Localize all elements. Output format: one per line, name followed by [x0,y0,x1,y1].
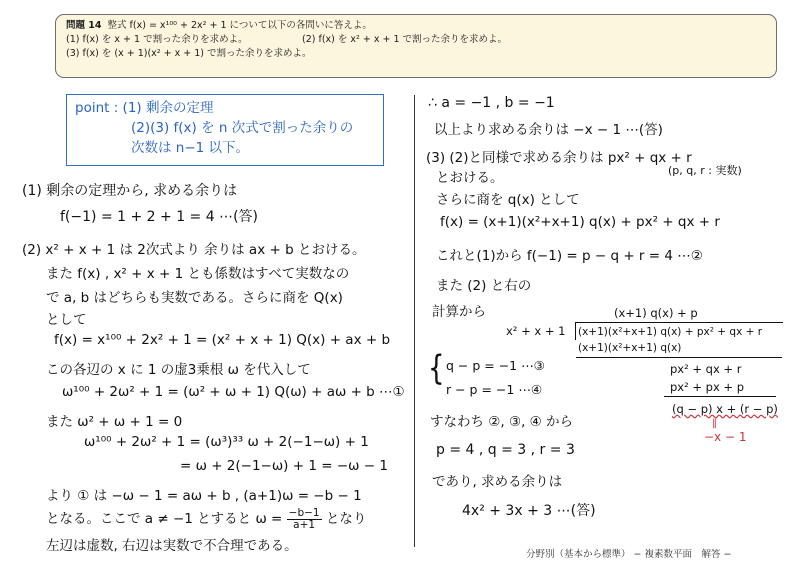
sol2-line2: また f(x) , x² + x + 1 とも係数はすべて実数なの [46,266,350,282]
red-remainder: −x − 1 [704,430,747,444]
point-line-3: 次数は n−1 以下。 [131,140,250,156]
omega-calc-1: ω¹⁰⁰ + 2ω² + 1 = (ω³)³³ ω + 2(−1−ω) + 1 [84,434,369,450]
problem-statement: 整式 f(x) = x¹⁰⁰ + 2x² + 1 について以下の各問いに答えよ。 [107,20,372,31]
sol3-line1: (3) (2)と同様で求める余りは px² + qx + r [426,150,692,166]
equation-fx-3: f(x) = (x+1)(x²+x+1) q(x) + px² + qx + r [440,214,720,230]
page-footer: 分野別（基本から標準） − 複素数平面 解答 − [526,549,732,560]
fraction-numerator: −b−1 [288,506,320,519]
question-2: (2) f(x) を x² + x + 1 で割った余りを求めよ。 [302,34,508,45]
sol1-line2: f(−1) = 1 + 2 + 1 = 4 ⋯(答) [60,209,259,225]
sol2-line11-post: となり [325,511,367,527]
system-brace: { [428,349,445,389]
answer-3: 4x² + 3x + 3 ⋯(答) [462,503,596,519]
point-box [66,94,384,166]
omega-fraction [287,508,322,531]
omega-relation: また ω² + ω + 1 = 0 [46,414,183,430]
question-1: (1) f(x) を x + 1 で割った余りを求めよ。 [66,34,248,45]
division-subtract-1: (x+1)(x²+x+1) q(x) [578,342,682,354]
point-line-2: (2)(3) f(x) を n 次式で割った余りの [131,120,354,136]
equation-1: ω¹⁰⁰ + 2ω² + 1 = (ω² + ω + 1) Q(ω) + aω + b ⋯① [62,384,405,400]
sol3-line10: であり, 求める余りは [432,474,563,490]
problem-box [55,14,777,78]
equals-mark: ‖ [712,418,717,429]
division-subtract-2: px² + px + p [670,380,745,394]
division-remainder-1: px² + qx + r [670,362,742,376]
sol2-line10: より ① は −ω − 1 = aω + b , (a+1)ω = −b − 1 [46,488,362,504]
division-remainder-2: (q − p) x + (r − p) [672,402,778,416]
sol1-line1: (1) 剰余の定理から, 求める余りは [22,183,238,199]
equation-fx: f(x) = x¹⁰⁰ + 2x² + 1 = (x² + x + 1) Q(x) + ax + b [54,332,391,348]
pqr-real-note: (p, q, r : 実数) [668,164,742,177]
division-bar-top [575,322,783,323]
column-divider [414,95,415,547]
division-line-1 [576,357,782,358]
pqr-values: p = 4 , q = 3 , r = 3 [436,442,575,458]
division-bracket [575,322,576,340]
sol2-line11-pre: となる。ここで a ≠ −1 とすると ω = [46,511,283,527]
point-line-1: point : (1) 剰余の定理 [75,100,214,116]
sol3-line2: とおける。 [436,170,504,186]
sol2-line12: 左辺は虚数, 右辺は実数で不合理である。 [46,538,298,554]
division-dividend: (x+1)(x²+x+1) q(x) + px² + qx + r [578,326,763,338]
sol2-line3: で a, b はどちらも実数である。さらに商を Q(x) [46,290,343,306]
equation-2: これと(1)から f(−1) = p − q + r = 4 ⋯② [436,248,703,264]
sol3-line3: さらに商を q(x) として [436,192,580,208]
omega-calc-2: = ω + 2(−1−ω) + 1 = −ω − 1 [180,458,388,474]
sol2-line6: この各辺の x に 1 の虚3乗根 ω を代入して [46,362,311,378]
question-3: (3) f(x) を (x + 1)(x² + x + 1) で割った余りを求めよ。 [66,48,312,59]
sol3-line7: 計算から [432,304,486,320]
sol3-line8: すなわち ②, ③, ④ から [430,414,574,430]
division-quotient: (x+1) q(x) + p [614,306,698,320]
fraction-denominator: a+1 [293,518,316,531]
sol2-line11 [46,507,366,531]
division-divisor: x² + x + 1 [506,324,566,338]
equation-4: r − p = −1 ⋯④ [446,382,543,397]
problem-number: 問題 14 [66,20,102,31]
equation-3: q − p = −1 ⋯③ [446,358,545,373]
division-line-2 [664,396,776,397]
sol2-line4: として [46,312,87,328]
sol3-line6: また (2) と右の [436,278,532,294]
answer-2: 以上より求める余りは −x − 1 ⋯(答) [434,122,663,138]
result-ab: ∴ a = −1 , b = −1 [428,95,555,111]
sol2-line1: (2) x² + x + 1 は 2次式より 余りは ax + b とおける。 [22,242,366,258]
